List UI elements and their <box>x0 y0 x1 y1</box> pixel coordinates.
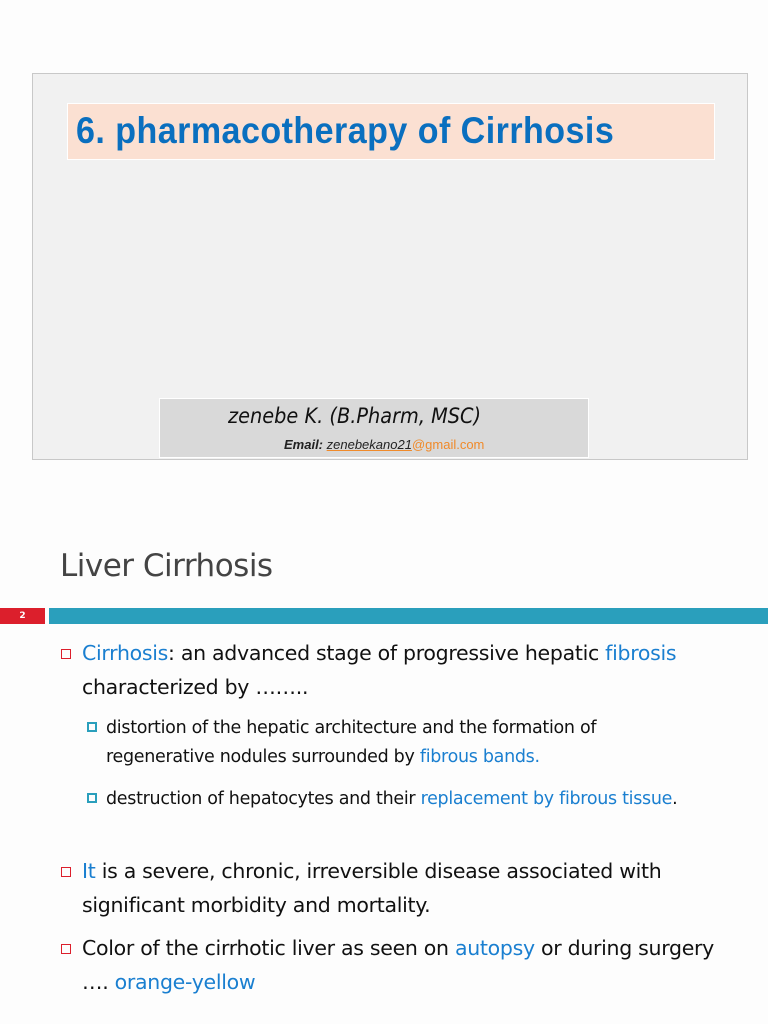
author-name: zenebe K. (B.Pharm, MSC) <box>228 404 482 428</box>
square-bullet-icon <box>61 944 71 954</box>
square-bullet-icon <box>61 867 71 877</box>
square-sub-bullet-icon <box>87 793 97 803</box>
slide-number: 2 <box>0 608 45 624</box>
email-row <box>284 437 484 452</box>
bullet-cirrhosis-definition: Cirrhosis: an advanced stage of progressive hepatic fibrosis characterized by …….. <box>82 641 677 699</box>
square-sub-bullet-icon <box>87 722 97 732</box>
sub-bullet-destruction: destruction of hepatocytes and their replacement by fibrous tissue. <box>106 789 678 809</box>
title-slide <box>32 73 748 460</box>
slide-heading: Liver Cirrhosis <box>60 548 273 584</box>
bullet-color: Color of the cirrhotic liver as seen on autopsy or during surgery …. orange-yellow <box>82 936 714 994</box>
email-label: Email: <box>284 437 324 452</box>
sub-bullet-distortion: distortion of the hepatic architecture and the formation of regenerative nodules surrounded by fibrous bands. <box>106 718 597 767</box>
author-box <box>159 398 589 458</box>
square-bullet-icon <box>61 649 71 659</box>
header-bar <box>49 608 768 624</box>
bullet-severity: It is a severe, chronic, irreversible disease associated with significant morbidity and mortality. <box>82 859 662 917</box>
email-link[interactable]: zenebekano21 <box>326 437 412 452</box>
email-domain[interactable]: @gmail.com <box>411 437 485 452</box>
title-band <box>67 103 715 160</box>
slide-title: 6. pharmacotherapy of Cirrhosis <box>76 110 615 151</box>
